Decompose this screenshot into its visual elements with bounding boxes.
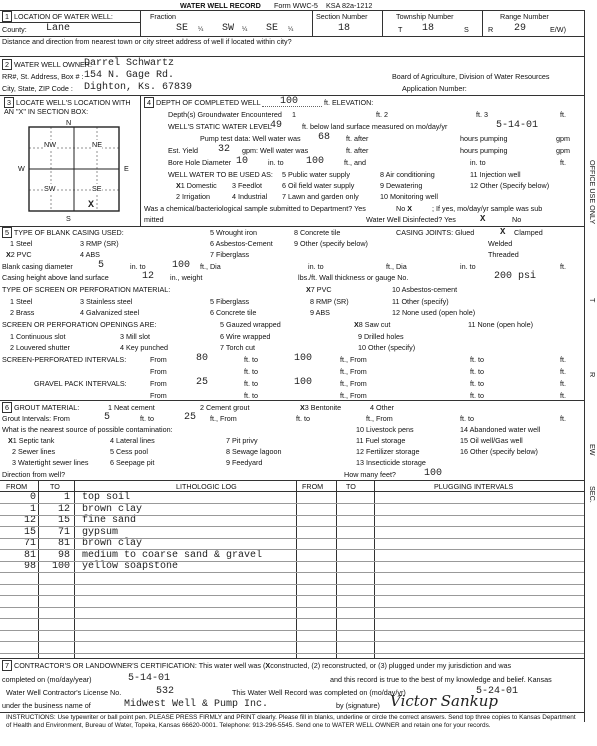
gravel-ft-to-4: ft. to [470,391,484,400]
fraction-1: SE [176,23,189,34]
log-row-line [0,526,584,527]
diameter-in-to-2: in. to [308,262,324,271]
office-use-label: OFFICE USE ONLY [588,160,597,225]
completed-value: 5-14-01 [128,673,171,684]
contamination-label: What is the nearest source of possible contamination: [2,425,173,434]
diameter-value: 5 [98,260,105,271]
grout-ft-to: ft. to [140,414,154,423]
form-title: WATER WELL RECORD [180,1,261,10]
log-to: 12 [57,503,70,515]
source-5: 5 Cess pool [110,447,148,456]
section-grid [28,126,120,212]
owner-value: Darrel Schwartz [84,58,175,69]
log-description: medium to coarse sand & gravel [82,549,263,561]
feet-label: How many feet? [344,470,396,479]
source-4: 4 Lateral lines [110,436,155,445]
source-1: X1 Septic tank [8,436,55,445]
instructions-1: INSTRUCTIONS: Use typewriter or ball point pen. PLEASE PRESS FIRMLY and PRINT clearly. Please fill in blanks, underline or circle the correct answers. Send top three copies to Kansas Department [6,714,576,721]
north-label: N [66,118,72,127]
county-label: County: [2,25,27,34]
range-prefix: R [488,25,494,34]
log-from: 0 [29,492,36,503]
source-12: 12 Fertilizer storage [356,447,420,456]
township-label: Township Number [396,12,454,21]
direction-label: Direction from well? [2,470,66,479]
grout-2: 2 Cement grout [200,403,250,412]
gauge-value: 200 psi [494,271,537,282]
form-number: Form WWC-5 [274,1,318,10]
diameter-in-to: in. to [130,262,146,271]
log-row-line [0,595,584,596]
pump-gpm: gpm [556,134,570,143]
mitted-label: mitted [144,215,164,224]
township-value: 18 [422,23,435,34]
source-8: 8 Sewage lagoon [226,447,282,456]
depth-label: 4 DEPTH OF COMPLETED WELL [144,98,261,107]
ksa-reference: KSA 82a-1212 [326,1,373,10]
distance-label: Distance and direction from nearest town or city street address of well if located within city? [2,37,292,46]
address-value: 154 N. Gage Rd. [84,70,175,81]
grout-to-value: 25 [184,412,197,423]
static-value: 49 [270,120,283,131]
application-label: Application Number: [402,84,467,93]
screen-ft-end-2: ft. [560,367,566,376]
signature-label: by (signature) [336,701,380,710]
opening-4: 4 Key punched [120,343,168,352]
screen-8: 8 RMP (SR) [310,297,349,306]
groundwater-label: Depth(s) Groundwater Encountered [168,110,282,119]
screen-intervals-label: SCREEN-PERFORATED INTERVALS: [2,355,127,364]
location-heading: 1 LOCATION OF WATER WELL: [2,12,113,21]
height-label: Casing height above land surface [2,273,109,282]
use-12: 12 Other (Specify below) [470,181,550,190]
static-date: 5-14-01 [496,120,539,131]
opening-8: X8 Saw cut [354,320,391,329]
opening-2: 2 Louvered shutter [10,343,70,352]
screen-from-label: From [150,355,167,364]
grout-3: X3 Bentonite [300,403,342,412]
diameter-label: Blank casing diameter [2,262,73,271]
screen-ft-to: ft. to [244,355,258,364]
log-row-line [0,561,584,562]
log-row-line [0,653,584,654]
quarter-3: ¼ [288,26,294,33]
screen-ft-end: ft. [560,355,566,364]
source-10: 10 Livestock pens [356,425,414,434]
elevation-label: ft. ELEVATION: [324,98,374,107]
chem-no: No X [396,204,412,213]
screen-ft-from-2: ft., From [340,367,367,376]
screen-1: 1 Steel [10,297,33,306]
lithologic-header: LITHOLOGIC LOG [176,482,237,491]
casing-1: 1 Steel [10,239,33,248]
nw-label: NW [44,140,56,149]
log-to: 100 [51,561,70,572]
certification-text: 7 CONTRACTOR'S OR LANDOWNER'S CERTIFICATION: This water well was (Xconstructed, (2) reconstructed, or (3) plugged under my jurisdiction and was [2,661,511,670]
signature: Victor Sankup [390,692,498,710]
screen-heading: TYPE OF SCREEN OR PERFORATION MATERIAL: [2,285,171,294]
screen-6: 6 Concrete tile [210,308,257,317]
use-2: 2 Irrigation [176,192,210,201]
plug-from-header: FROM [302,482,324,491]
log-from: 71 [23,538,36,549]
screen-2: 2 Brass [10,308,35,317]
completed-label: completed on (mo/day/year) [2,675,92,684]
casing-9: 9 Other (specify below) [294,239,368,248]
source-16: 16 Other (specify below) [460,447,538,456]
log-row-line [0,503,584,504]
log-to: 15 [57,515,70,526]
grout-intervals-label: Grout Intervals: From [2,414,70,423]
gravel-intervals-label: GRAVEL PACK INTERVALS: [34,379,127,388]
yield-hours: hours pumping [460,146,508,155]
use-11: 11 Injection well [470,170,521,179]
screen-7: X7 PVC [306,285,332,294]
use-7: 7 Lawn and garden only [282,192,359,201]
log-row-line [0,549,584,550]
bore-and: ft., and [344,158,366,167]
address-label: RR#, St. Address, Box # : [2,72,84,81]
yield-label: Est. Yield [168,146,198,155]
use-5: 5 Public water supply [282,170,350,179]
log-row-line [0,641,584,642]
bore-to-value: 100 [306,156,325,167]
use-label: WELL WATER TO BE USED AS: [168,170,273,179]
groundwater-3: ft. 3 [476,110,488,119]
office-r: R [588,372,597,378]
welded-label: Welded [488,239,513,248]
record-date: 5-24-01 [476,686,519,697]
grout-heading: 6 GROUT MATERIAL: [2,403,79,412]
static-note: ft. below land surface measured on mo/day/yr [302,122,448,131]
casing-4: 4 ABS [80,250,100,259]
grout-ft-end: ft. [560,414,566,423]
yield-value: 32 [218,144,231,155]
source-9: 9 Feedyard [226,458,263,467]
threaded-label: Threaded [488,250,519,259]
source-15: 15 Oil well/Gas well [460,436,523,445]
diameter-ft-3: ft. [560,262,566,271]
use-8: 8 Air conditioning [380,170,435,179]
opening-10: 10 Other (specify) [358,343,416,352]
log-to: 81 [57,538,70,549]
openings-heading: SCREEN OR PERFORATION OPENINGS ARE: [2,320,157,329]
use-6: 6 Oil field water supply [282,181,355,190]
section-value: 18 [338,23,351,34]
casing-2: X2 PVC [6,250,32,259]
diameter-ft: ft., Dia [200,262,221,271]
log-row-line [0,515,584,516]
locate-heading: 3 LOCATE WELL'S LOCATION WITH AN "X" IN SECTION BOX: [4,98,131,116]
se-label: SE [92,184,102,193]
log-from: 98 [23,561,36,572]
screen-ft-to-4: ft. to [470,367,484,376]
source-7: 7 Pit privy [226,436,258,445]
log-row-line [0,618,584,619]
screen-9: 9 ABS [310,308,330,317]
height-weight: in., weight [170,273,203,282]
gravel-ft-from-2: ft., From [340,391,367,400]
log-from-header: FROM [6,482,28,491]
screen-3: 3 Stainless steel [80,297,133,306]
bore-label: Bore Hole Diameter [168,158,232,167]
grout-ft-from: ft., From [210,414,237,423]
screen-5: 5 Fiberglass [210,297,250,306]
city-value: Dighton, Ks. 67839 [84,82,193,93]
depth-value: 100 [280,96,299,107]
casing-heading: 5 TYPE OF BLANK CASING USED: [2,228,124,237]
county-value: Lane [46,23,71,34]
chem-label: Was a chemical/bacteriological sample submitted to Department? Yes [144,204,366,213]
fraction-label: Fraction [150,12,176,21]
height-lbs: lbs./ft. Wall thickness or gauge No. [298,273,409,282]
screen-12: 12 None used (open hole) [392,308,476,317]
log-description: gypsum [82,526,119,538]
yield-after: ft. after [346,146,369,155]
pump-hours: hours pumping [460,134,508,143]
screen-to-value: 100 [294,353,313,364]
license-value: 532 [156,686,175,697]
opening-3: 3 Mill slot [120,332,150,341]
log-row-line [0,630,584,631]
bore-in-to: in. to [268,158,284,167]
use-3: 3 Feedlot [232,181,262,190]
west-label: W [18,164,25,173]
yield-gpm: gpm: Well water was [242,146,309,155]
grout-1: 1 Neat cement [108,403,155,412]
log-description: yellow soapstone [82,561,179,572]
ne-label: NE [92,140,102,149]
grout-ft-to-2: ft. to [296,414,310,423]
bore-value: 10 [236,156,249,167]
log-to: 71 [57,526,70,538]
chem-yes2: ; If yes, mo/day/yr sample was sub [432,204,543,213]
gravel-from-value: 25 [196,377,209,388]
screen-ft-to-2: ft. to [470,355,484,364]
opening-11: 11 None (open hole) [468,320,533,329]
log-row-line [0,572,584,573]
fraction-3: SE [266,23,279,34]
screen-from-value: 80 [196,353,209,364]
log-from: 15 [23,526,36,538]
log-to: 98 [57,549,70,561]
section-label: Section Number [316,12,368,21]
source-11: 11 Fuel storage [356,436,406,445]
range-suffix: E/W) [550,25,566,34]
use-4: 4 Industrial [232,192,268,201]
sw-label: SW [44,184,56,193]
opening-7: 7 Torch cut [220,343,256,352]
south-label: S [66,214,71,223]
use-1: X1 Domestic [176,181,217,190]
screen-from-label-2: From [150,367,167,376]
log-from: 1 [29,503,36,515]
quarter-2: ¼ [242,26,248,33]
township-prefix: T [398,25,403,34]
casing-3: 3 RMP (SR) [80,239,119,248]
board-label: Board of Agriculture, Division of Water Resources [392,72,550,81]
diameter-ft-2: ft., Dia [386,262,407,271]
bore-in-to-2: in. to [470,158,486,167]
log-to: 1 [63,492,70,503]
source-14: 14 Abandoned water well [460,425,541,434]
yield-gpm2: gpm [556,146,570,155]
feet-value: 100 [424,468,443,479]
casing-7: 7 Fiberglass [210,250,250,259]
quarter-1: ¼ [198,26,204,33]
gravel-ft-end-2: ft. [560,391,566,400]
log-description: fine sand [82,515,137,526]
log-row-line [0,538,584,539]
source-3: 3 Watertight sewer lines [12,458,89,467]
disinfected-label: Water Well Disinfected? Yes [366,215,456,224]
log-from: 81 [23,549,36,561]
opening-6: 6 Wire wrapped [220,332,271,341]
opening-9: 9 Drilled holes [358,332,404,341]
log-description: top soil [82,492,131,503]
record-label: This Water Well Record was completed on (mo/day/yr) [232,688,406,697]
office-t: T [588,298,597,303]
groundwater-ft: ft. [560,110,566,119]
gravel-from-label: From [150,379,167,388]
bore-ft: ft. [560,158,566,167]
office-sec: SEC. [588,486,597,503]
plug-to-header: TO [346,482,356,491]
groundwater-2: ft. 2 [376,110,388,119]
source-2: 2 Sewer lines [12,447,56,456]
completed-note: and this record is true to the best of my knowledge and belief. Kansas [330,675,552,684]
log-row-line [0,607,584,608]
diameter-to-value: 100 [172,260,191,271]
screen-ft-from: ft., From [340,355,367,364]
casing-5: 5 Wrought iron [210,228,258,237]
log-description: brown clay [82,503,143,515]
city-label: City, State, ZIP Code : [2,84,73,93]
clamped-label: Clamped [514,228,543,237]
opening-5: 5 Gauzed wrapped [220,320,281,329]
screen-4: 4 Galvanized steel [80,308,140,317]
grout-ft-to-3: ft. to [460,414,474,423]
groundwater-1: 1 [292,110,296,119]
business-label: under the business name of [2,701,91,710]
gravel-ft-from: ft., From [340,379,367,388]
gravel-ft-to-3: ft. to [244,391,258,400]
use-10: 10 Monitoring well [380,192,438,201]
township-suffix: S [464,25,469,34]
pump-value: 68 [318,132,331,143]
pump-label: Pump test data: Well water was [200,134,301,143]
glued-mark: X [500,227,506,237]
casing-8: 8 Concrete tile [294,228,341,237]
source-6: 6 Seepage pit [110,458,155,467]
log-row-line [0,584,584,585]
diameter-in-to-3: in. to [460,262,476,271]
grout-ft-from-2: ft., From [366,414,393,423]
static-label: WELL'S STATIC WATER LEVEL [168,122,272,131]
log-from: 12 [23,515,36,526]
disinfected-no: No [512,215,522,224]
screen-ft-to-3: ft. to [244,367,258,376]
screen-10: 10 Asbestos-cement [392,285,458,294]
plugging-header: PLUGGING INTERVALS [434,482,514,491]
use-9: 9 Dewatering [380,181,423,190]
log-description: brown clay [82,538,143,549]
east-label: E [124,164,129,173]
disinfected-mark: X [480,214,486,224]
opening-1: 1 Continuous slot [10,332,66,341]
gravel-ft-to: ft. to [244,379,258,388]
fraction-2: SW [222,23,235,34]
instructions-2: of Health and Environment, Bureau of Water, Topeka, Kansas 66620-0001. Telephone: 913-296-5545. Send one to WATER WELL OWNER and retain one for your records. [6,722,491,729]
screen-11: 11 Other (specify) [392,297,449,306]
source-13: 13 Insecticide storage [356,458,426,467]
grout-from-value: 5 [104,412,111,423]
height-value: 12 [142,271,155,282]
casing-6: 6 Asbestos-Cement [210,239,273,248]
pump-after: ft. after [346,134,369,143]
gravel-ft-end: ft. [560,379,566,388]
range-label: Range Number [500,12,549,21]
gravel-to-value: 100 [294,377,313,388]
business-value: Midwest Well & Pump Inc. [124,699,269,710]
log-to-header: TO [50,482,60,491]
gravel-from-label-2: From [150,391,167,400]
office-ew: EW [588,444,597,456]
grout-4: 4 Other [370,403,394,412]
range-value: 29 [514,23,527,34]
owner-label: 2 WATER WELL OWNER: [2,60,92,69]
license-label: Water Well Contractor's License No. [6,688,122,697]
casing-joints: CASING JOINTS: Glued [396,228,475,237]
gravel-ft-to-2: ft. to [470,379,484,388]
well-location-mark: X [88,200,95,211]
